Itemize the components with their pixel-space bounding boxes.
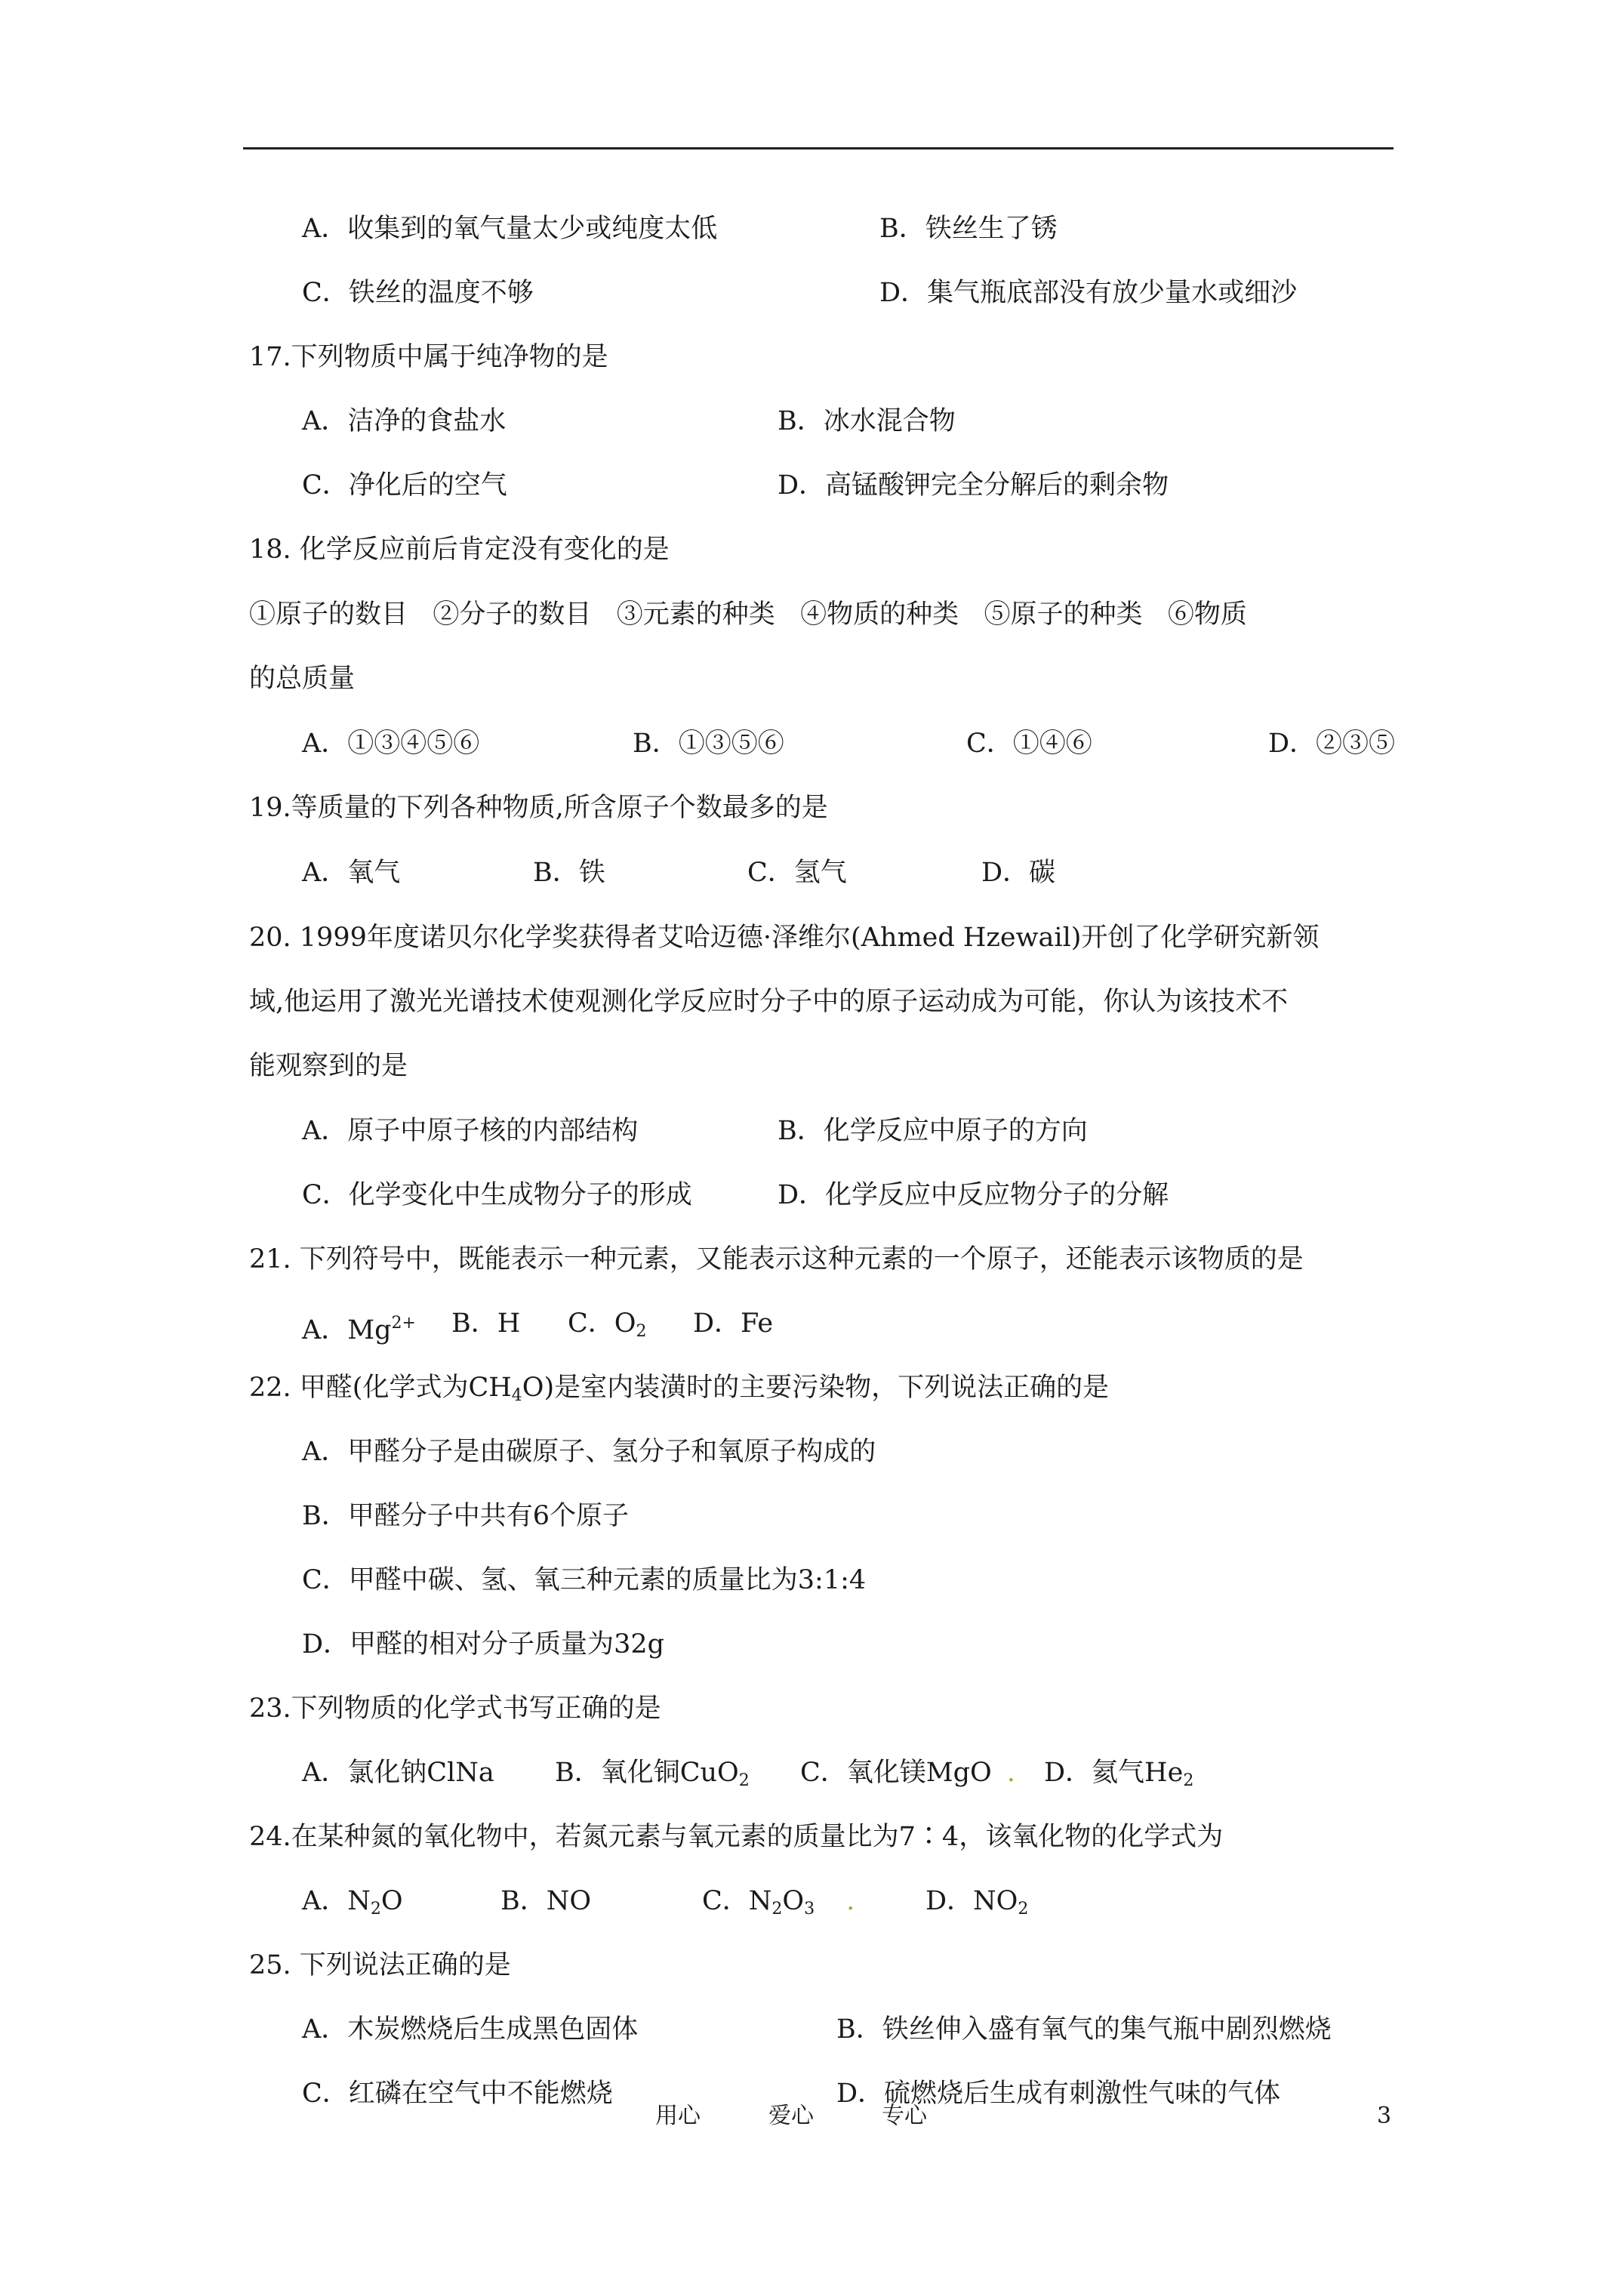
q23-option-a: A．氯化钠ClNa (302, 1758, 494, 1788)
q17-option-b: B．冰水混合物 (778, 406, 956, 436)
q20-option-d: D．化学反应中反应物分子的分解 (778, 1180, 1169, 1210)
q18-option-b: B．①③⑤⑥ (633, 729, 784, 759)
q23-option-b: B．氧化铜CuO$_2$ (555, 1758, 750, 1790)
q18-items-line1: ①原子的数目 ②分子的数目 ③元素的种类 ④物质的种类 ⑤原子的种类 ⑥物质 (249, 599, 1247, 630)
q18-stem: 18. 化学反应前后肯定没有变化的是 (249, 535, 670, 565)
q22-option-a: A．甲醛分子是由碳原子、氢分子和氧原子构成的 (302, 1437, 876, 1467)
q21-option-b: B．H (451, 1308, 521, 1339)
stray-dot: . (1006, 1758, 1015, 1788)
q22-option-c: C．甲醛中碳、氢、氧三种元素的质量比为3:1:4 (302, 1565, 867, 1595)
q22-option-b: B．甲醛分子中共有6个原子 (302, 1501, 629, 1531)
q23-stem: 23.下列物质的化学式书写正确的是 (249, 1693, 661, 1724)
q16-option-c: C．铁丝的温度不够 (302, 278, 534, 308)
footer-word-3: 专心 (882, 2103, 927, 2129)
q16-option-a: A．收集到的氧气量太少或纯度太低 (302, 214, 718, 244)
q20-option-a: A．原子中原子核的内部结构 (302, 1116, 639, 1146)
q20-option-b: B．化学反应中原子的方向 (778, 1116, 1088, 1146)
q25-stem: 25. 下列说法正确的是 (249, 1950, 511, 1980)
q22-option-d: D．甲醛的相对分子质量为32g (302, 1629, 665, 1660)
q22-stem: 22. 甲醛(化学式为$CH_4O$)是室内装潢时的主要污染物，下列说法正确的是 (249, 1373, 1110, 1405)
q16-option-d: D．集气瓶底部没有放少量水或细沙 (879, 278, 1298, 308)
q19-option-b: B．铁 (533, 858, 605, 888)
q17-option-c: C．净化后的空气 (302, 470, 507, 501)
q20-stem-line2: 域,他运用了激光光谱技术使观测化学反应时分子中的原子运动成为可能，你认为该技术不 (249, 987, 1289, 1017)
page-number: 3 (1377, 2103, 1392, 2129)
q25-option-d: D．硫燃烧后生成有刺激性气味的气体 (836, 2079, 1281, 2109)
q19-option-d: D．碳 (981, 858, 1056, 888)
q17-option-a: A．洁净的食盐水 (302, 406, 507, 436)
q18-items-line2: 的总质量 (249, 664, 356, 694)
q18-option-a: A．①③④⑤⑥ (302, 729, 480, 759)
q18-option-d: D．②③⑤ (1268, 729, 1396, 759)
header-rule (243, 147, 1394, 149)
q24-option-c: C．$N_2O_3$ . (702, 1886, 855, 1918)
q21-option-a: A．$Mg^{2+}$ (302, 1314, 416, 1345)
q21-stem: 21. 下列符号中，既能表示一种元素，又能表示这种元素的一个原子，还能表示该物质的是 (249, 1244, 1304, 1274)
footer-word-1: 用心 (655, 2103, 701, 2129)
q19-option-a: A．氧气 (302, 858, 401, 888)
q20-stem-line1: 20. 1999年度诺贝尔化学奖获得者艾哈迈德·泽维尔(Ahmed Hzewail)开创了化学研究新领 (249, 923, 1320, 953)
q24-option-d: D．$NO_2$ (925, 1886, 1029, 1918)
q24-option-a: A．$N_2O$ (302, 1886, 403, 1918)
q20-option-c: C．化学变化中生成物分子的形成 (302, 1180, 692, 1210)
q17-stem: 17.下列物质中属于纯净物的是 (249, 342, 608, 372)
q23-option-d: D．氦气$He_2$ (1044, 1758, 1194, 1790)
q25-option-b: B．铁丝伸入盛有氧气的集气瓶中剧烈燃烧 (836, 2014, 1332, 2045)
q20-stem-line3: 能观察到的是 (249, 1051, 408, 1081)
q17-option-d: D．高锰酸钾完全分解后的剩余物 (778, 470, 1169, 501)
q24-option-b: B．NO (500, 1886, 592, 1916)
stray-dot: . (846, 1886, 855, 1916)
q25-option-c: C．红磷在空气中不能燃烧 (302, 2079, 613, 2109)
footer-word-2: 爱心 (768, 2103, 814, 2129)
q21-option-c: C．$O_2$ (568, 1308, 647, 1341)
q21-option-d: D．Fe (693, 1308, 774, 1339)
q16-option-b: B．铁丝生了锈 (879, 214, 1058, 244)
q19-stem: 19.等质量的下列各种物质,所含原子个数最多的是 (249, 793, 828, 823)
q25-option-a: A．木炭燃烧后生成黑色固体 (302, 2014, 639, 2045)
q23-option-c: C．氧化镁MgO . (800, 1758, 1015, 1788)
q19-option-c: C．氢气 (747, 858, 847, 888)
q24-stem: 24.在某种氮的氧化物中，若氮元素与氧元素的质量比为7∶4，该氧化物的化学式为 (249, 1822, 1224, 1852)
q18-option-c: C．①④⑥ (966, 729, 1092, 759)
